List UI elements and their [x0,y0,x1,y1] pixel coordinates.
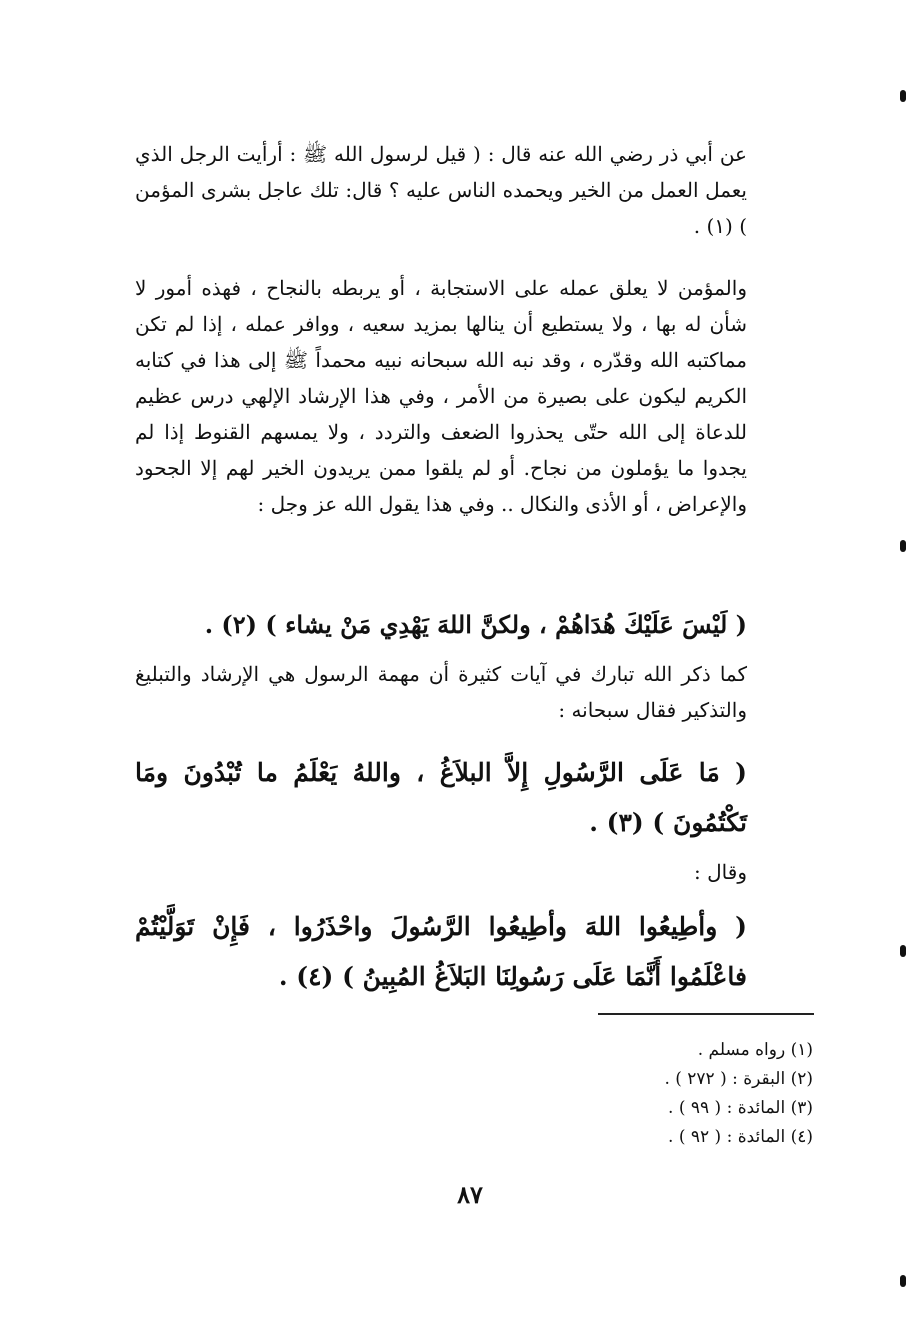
footnote-1: (١) رواه مسلم . [697,1040,813,1060]
footnote-4: (٤) المائدة : ( ٩٢ ) . [668,1127,813,1147]
quran-verse-2: ( مَا عَلَى الرَّسُولِ إِلاَّ البلاَغُ ، واللهُ يَعْلَمُ ما تُبْدُونَ ومَا تَكْتُمُونَ ) (٣) . [135,758,747,837]
binding-mark [900,90,906,102]
footnote-2: (٢) البقرة : ( ٢٧٢ ) . [664,1069,813,1089]
body-paragraph: والمؤمن لا يعلق عمله على الاستجابة ، أو يربطه بالنجاح ، فهذه أمور لا شأن له بها ، ولا يستطيع أن ينالها بمزيد سعيه ، ووافر عمله ، إذا لم تكن مماكتبه الله وقدّره ، وقد نبه الله سبحانه نبيه محمداً ﷺ إلى هذا في كتابه الكريم ليكون على بصيرة من الأمر ، وفي هذا الإرشاد الإلهي درس عظيم للدعاة إلى الله حتّى يحذروا الضعف والتردد ، ولا يمسهم القنوط إذا لم يجدوا ما يؤملون من نجاح. أو لم يلقوا ممن يريدون الخير لهم إلا الجحود والإعراض ، أو الأذى والنكال .. وفي هذا يقول الله عز وجل : [135,276,747,516]
footnotes [513,1036,813,1152]
footnote-3: (٣) المائدة : ( ٩٩ ) . [668,1098,813,1118]
footnote-separator [598,1013,814,1015]
quran-verse-3: ( وأطِيعُوا اللهَ وأطِيعُوا الرَّسُولَ واحْذَرُوا ، فَإِنْ تَوَلَّيْتُمْ فاعْلَمُوا أَنَّمَا عَلَى رَسُولِنَا البَلاَغُ المُبِينُ ) (٤) . [135,912,747,991]
page-number: ٨٧ [457,1180,483,1209]
note-paragraph: كما ذكر الله تبارك في آيات كثيرة أن مهمة الرسول هي الإرشاد والتبليغ والتذكير فقال سبحانه : [135,662,747,722]
binding-mark [900,540,906,552]
quran-verse-1: ( لَيْسَ عَلَيْكَ هُدَاهُمْ ، ولكنَّ اللهَ يَهْدِي مَنْ يشاء ) (٢) . [204,610,747,639]
binding-mark [900,1275,906,1287]
binding-mark [900,945,906,957]
intro-paragraph: عن أبي ذر رضي الله عنه قال : ( قيل لرسول الله ﷺ : أرأيت الرجل الذي يعمل العمل من الخير ويحمده الناس عليه ؟ قال: تلك عاجل بشرى المؤمن ) (١) . [135,142,747,238]
said-line: وقال : [694,860,747,884]
